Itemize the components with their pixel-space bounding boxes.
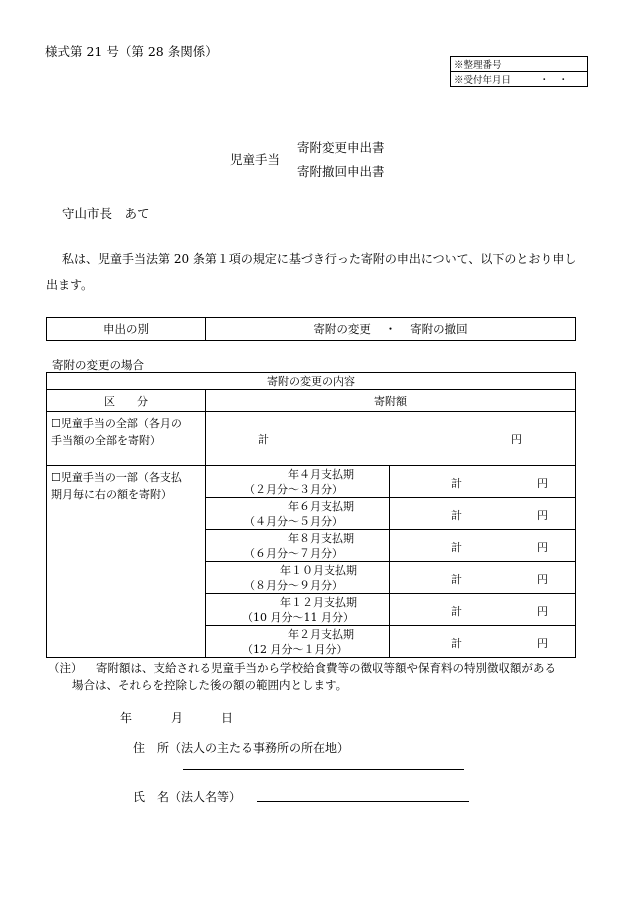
period-row — [206, 562, 390, 594]
period-name: 年４月支払期 — [288, 467, 354, 481]
period-name: 年１０月支払期 — [280, 563, 357, 577]
period-yen: 円 — [537, 573, 548, 586]
category-all-line2: 手当額の全部を寄附） — [51, 434, 161, 447]
period-months: （10 月分～11 月分） — [242, 610, 354, 624]
request-type-table — [46, 317, 576, 341]
period-row — [206, 530, 390, 562]
office-use-box — [450, 56, 588, 87]
amount-all-yen: 円 — [511, 433, 522, 446]
category-partial-line2: 期月毎に右の額を寄附） — [51, 488, 172, 501]
column-amount: 寄附額 — [206, 390, 576, 412]
period-amount-cell[interactable] — [390, 626, 576, 658]
period-total: 計 — [451, 605, 462, 618]
period-months: （２月分～３月分） — [244, 482, 343, 496]
office-reference-number: ※整理番号 — [451, 57, 588, 72]
date-day: 日 — [221, 711, 234, 725]
amount-all-cell[interactable] — [206, 412, 576, 466]
period-total: 計 — [451, 541, 462, 554]
period-months: （８月分～９月分） — [244, 578, 343, 592]
change-contents-table — [46, 372, 576, 658]
addressee: 守山市長 あて — [62, 206, 150, 221]
intro-line2: 出ます。 — [46, 278, 94, 292]
period-yen: 円 — [537, 509, 548, 522]
period-row — [206, 594, 390, 626]
category-all[interactable] — [47, 412, 206, 466]
category-partial-line1: ☐児童手当の一部（各支払 — [51, 471, 182, 484]
change-table-title: 寄附の変更の内容 — [47, 373, 576, 390]
address-label: 住 所（法人の主たる事務所の所在地） — [133, 741, 350, 755]
note-label: （注） — [48, 661, 83, 675]
date-month: 月 — [171, 711, 184, 725]
option-separator: ・ — [384, 322, 397, 336]
note-line2: 場合は、それらを控除した後の額の範囲内とします。 — [72, 678, 348, 692]
period-amount-cell[interactable] — [390, 530, 576, 562]
period-yen: 円 — [537, 477, 548, 490]
period-name: 年６月支払期 — [288, 499, 354, 513]
period-name: 年１２月支払期 — [280, 595, 357, 609]
period-amount-cell[interactable] — [390, 562, 576, 594]
request-type-options[interactable] — [206, 318, 576, 341]
address-line[interactable] — [183, 769, 464, 770]
period-amount-cell[interactable] — [390, 498, 576, 530]
request-type-label: 申出の別 — [47, 318, 206, 341]
period-row — [206, 626, 390, 658]
period-total: 計 — [451, 573, 462, 586]
date-year: 年 — [120, 711, 133, 725]
period-yen: 円 — [537, 541, 548, 554]
period-total: 計 — [451, 637, 462, 650]
period-yen: 円 — [537, 605, 548, 618]
name-label: 氏 名（法人名等） — [133, 790, 242, 804]
period-yen: 円 — [537, 637, 548, 650]
change-section-heading: 寄附の変更の場合 — [52, 358, 144, 372]
amount-all-total: 計 — [258, 433, 269, 446]
note-line1: 寄附額は、支給される児童手当から学校給食費等の徴収等額や保育料の特別徴収額がある — [96, 661, 556, 675]
title-change: 寄附変更申出書 — [297, 140, 385, 155]
period-name: 年８月支払期 — [288, 531, 354, 545]
title-left: 児童手当 — [230, 152, 281, 167]
period-name: 年２月支払期 — [288, 627, 354, 641]
category-all-line1: ☐児童手当の全部（各月の — [51, 417, 182, 430]
column-category: 区 分 — [47, 390, 206, 412]
category-partial[interactable] — [47, 466, 206, 658]
form-number: 様式第 21 号（第 28 条関係） — [45, 44, 218, 59]
period-row — [206, 498, 390, 530]
name-line[interactable] — [257, 801, 469, 802]
option-change[interactable]: 寄附の変更 — [313, 322, 371, 336]
period-amount-cell[interactable] — [390, 594, 576, 626]
period-total: 計 — [451, 509, 462, 522]
period-amount-cell[interactable] — [390, 466, 576, 498]
period-months: （６月分～７月分） — [244, 546, 343, 560]
intro-line1: 私は、児童手当法第 20 条第１項の規定に基づき行った寄附の申出について、以下のとおり申し — [62, 252, 577, 266]
period-total: 計 — [451, 477, 462, 490]
title-withdraw: 寄附撤回申出書 — [297, 164, 385, 179]
office-receipt-date: ※受付年月日 ・ ・ — [451, 72, 588, 87]
period-months: （12 月分～１月分） — [242, 642, 348, 656]
period-months: （４月分～５月分） — [244, 514, 343, 528]
option-withdraw[interactable]: 寄附の撤回 — [410, 322, 468, 336]
period-row — [206, 466, 390, 498]
